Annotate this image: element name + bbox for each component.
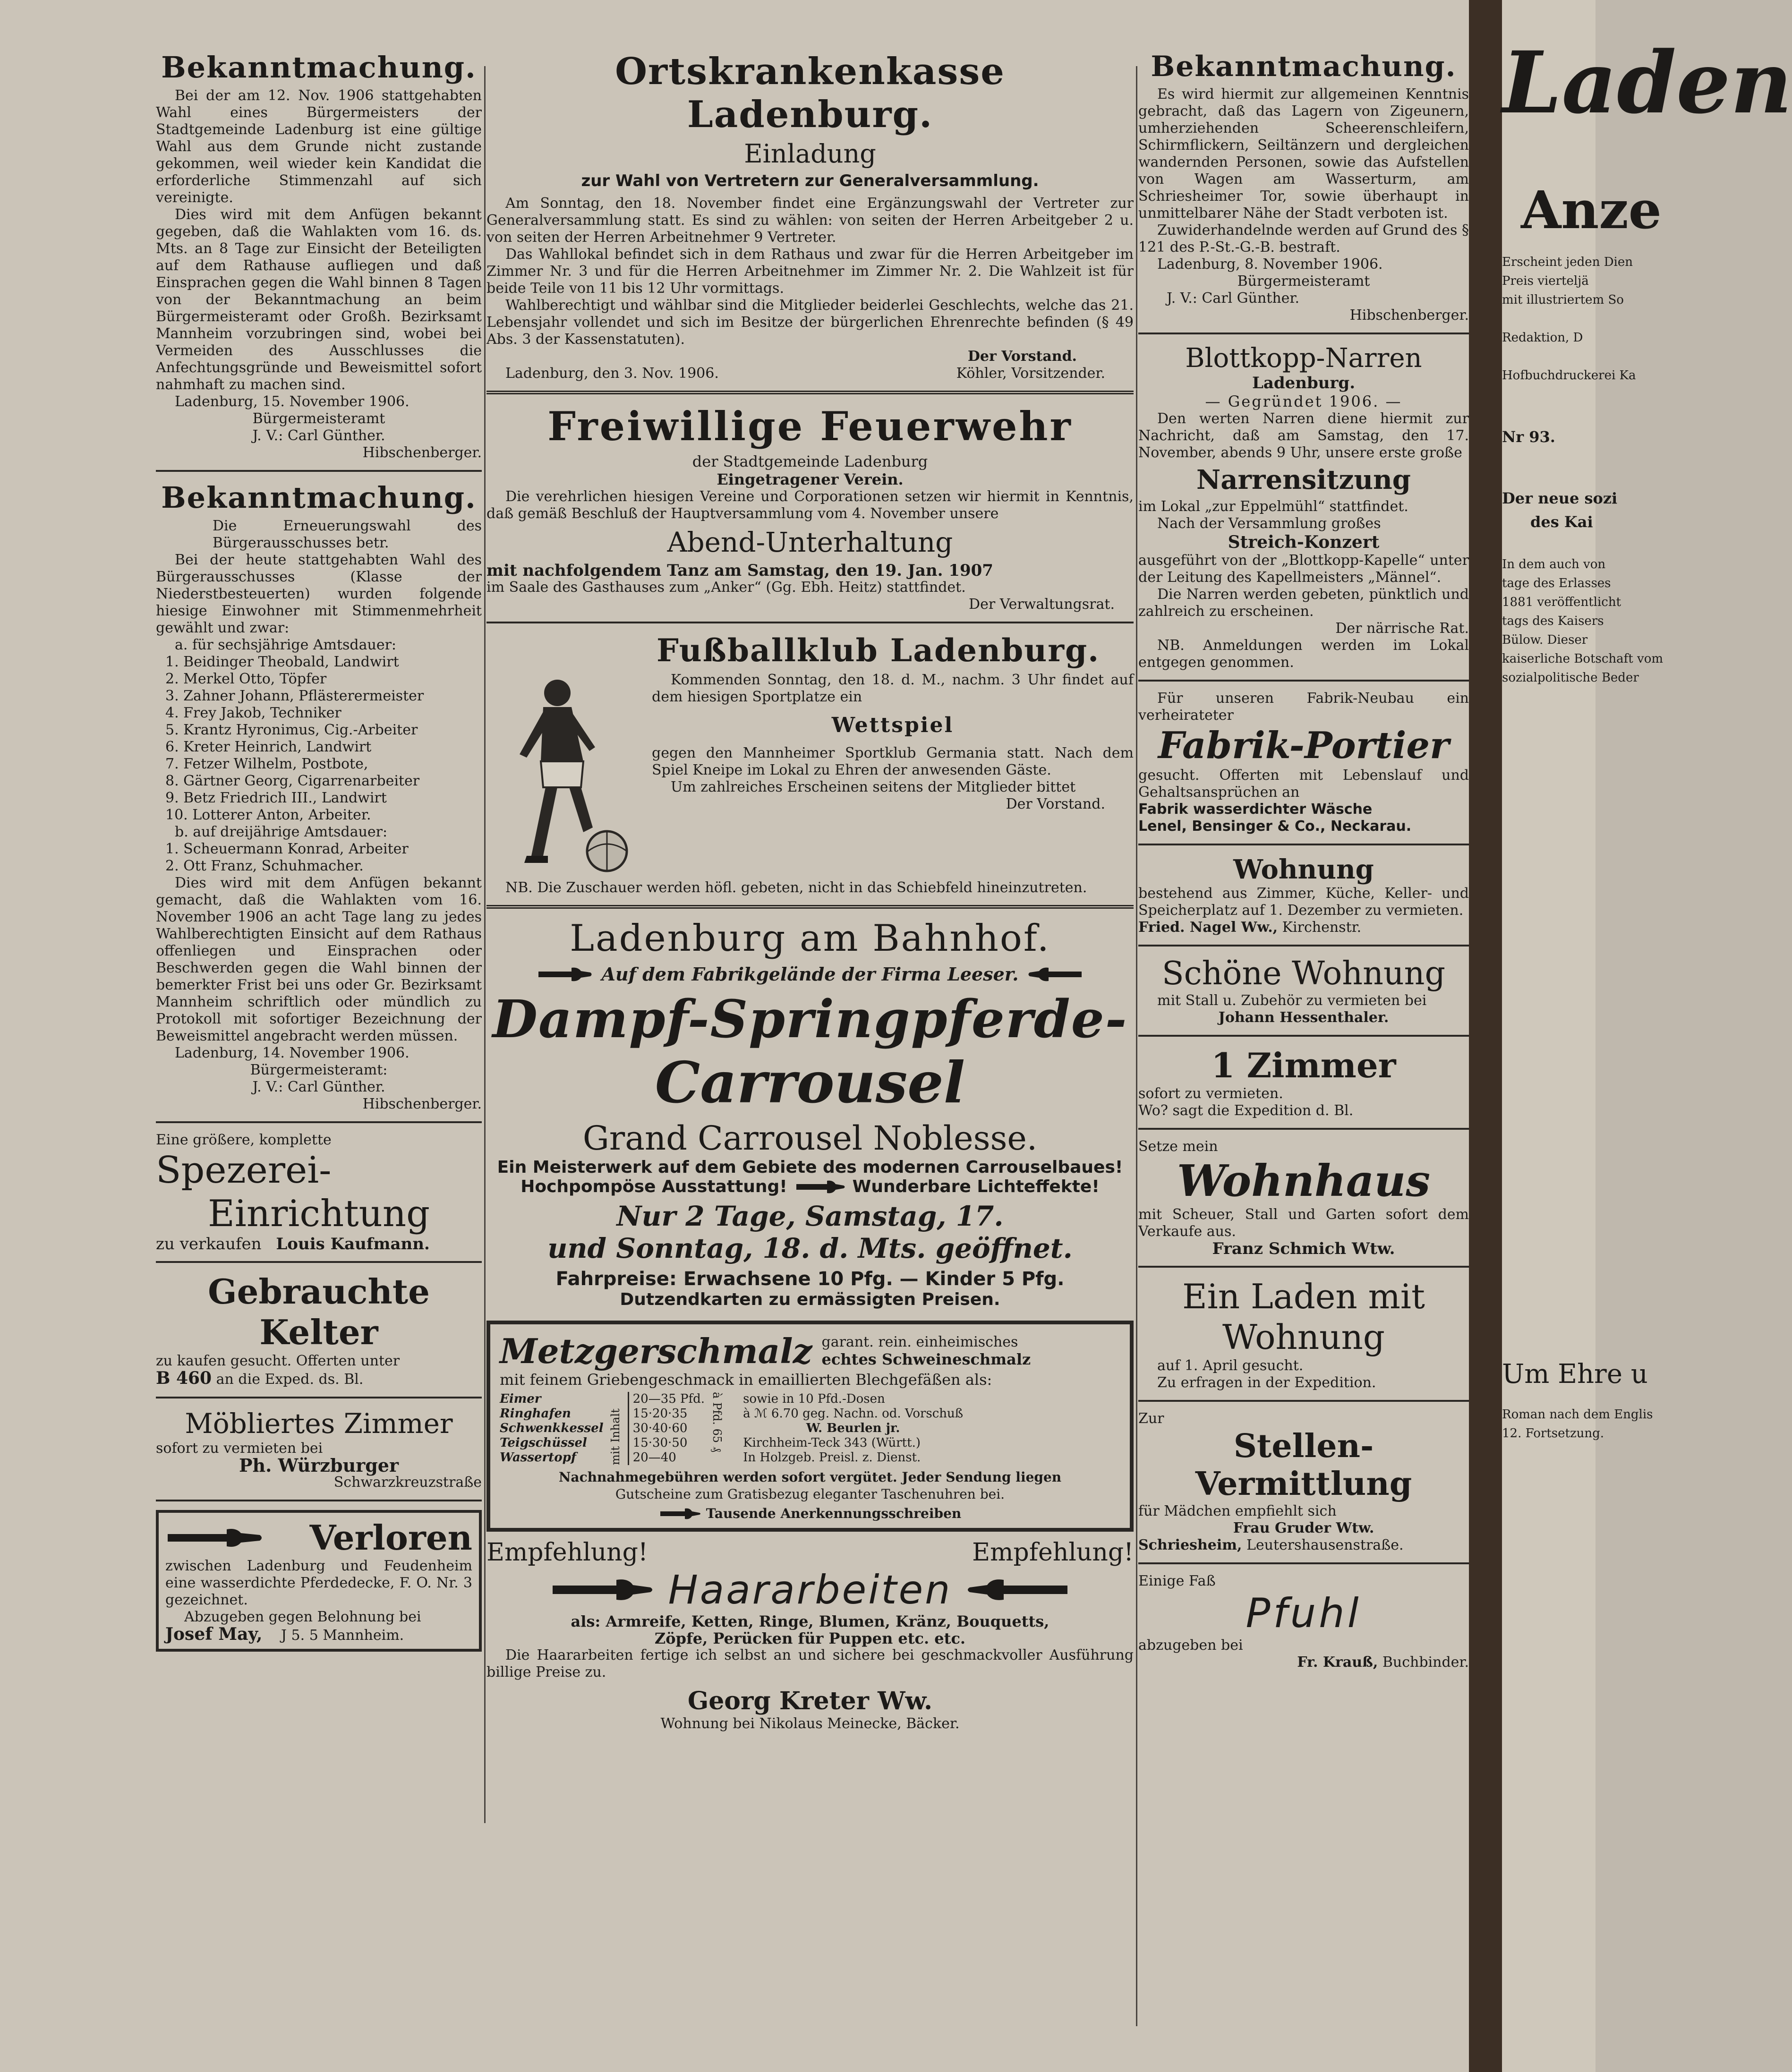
- ad-1-zimmer: [1138, 1045, 1469, 1119]
- notice-office: Bürgermeisteramt: [252, 410, 385, 427]
- price-table: [500, 1392, 1120, 1465]
- notice-subheading: a. für sechsjährige Amtsdauer:: [175, 637, 397, 653]
- ad-title: Möbliertes Zimmer: [185, 1407, 453, 1440]
- pointing-hand-icon: [536, 965, 593, 984]
- list-item: Schwenkkessel: [500, 1421, 604, 1435]
- ad-portier: [1138, 690, 1469, 835]
- ad-date: Ladenburg, den 3. Nov. 1906.: [505, 365, 719, 382]
- notice-date: Ladenburg, 8. November 1906.: [1157, 256, 1383, 273]
- ad-title: Blottkopp-Narren: [1185, 343, 1422, 374]
- ad-subtitle: Eingetragener Verein.: [717, 470, 904, 488]
- ad-title: Fabrik-Portier: [1158, 724, 1450, 767]
- ad-body: Kommenden Sonntag, den 18. d. M., nachm. 3 Uhr findet auf dem hiesigen Sportplatze ein: [652, 672, 1134, 705]
- notice-subheading: b. auf dreijährige Amtsdauer:: [175, 824, 388, 840]
- book-binding: [1469, 0, 1502, 2072]
- range-list: [628, 1392, 705, 1465]
- list-item: 20—35 Pfd.: [632, 1392, 705, 1406]
- column-rule-1: [484, 66, 486, 1823]
- ad-wohnung: [1138, 854, 1469, 936]
- ad-body: bestehend aus Zimmer, Küche, Keller- und Speicherplatz auf 1. Dezember zu vermieten.: [1138, 885, 1469, 919]
- ad-emphasis: Empfehlung!: [486, 1538, 648, 1567]
- ad-subtitle: — Gegründet 1906. —: [1205, 392, 1402, 410]
- list-item: 5. Krantz Hyronimus, Cig.-Arbeiter: [165, 722, 418, 738]
- notice-signer: J. V.: Carl Günther.: [1167, 290, 1300, 307]
- ad-sign-role: Der Vorstand.: [967, 348, 1077, 365]
- article-line: Bülow. Dieser: [1502, 633, 1588, 647]
- ad-wohnhaus: [1138, 1138, 1469, 1257]
- ad-right-line: W. Beurlen jr.: [806, 1421, 900, 1435]
- notice-subject: Die Erneuerungswahl des Bürgerausschusses betr.: [213, 518, 482, 551]
- notice-body: Dies wird mit dem Anfügen bekannt gegeben, daß die Wahlakten vom 16. ds. Mts. an 8 Tage zur Einsicht der Beteiligten auf dem Rathause aufliegen und daß Einsprachen gegen die Wahl binnen 8 Tagen von der Bekanntmachung an beim Bürgermeisteramt oder Großh. Bezirksamt Mannheim vorzubringen sind, wobei bei Vermeiden des Ausschlusses die Anfechtungsgründe und Beweismittel sofort nahmhaft zu machen sind.: [156, 206, 482, 393]
- ad-title: Pfuhl: [1246, 1590, 1362, 1637]
- ad-spezerei: [156, 1132, 482, 1253]
- ad-tag: garant. rein. einheimisches: [821, 1334, 1018, 1350]
- ad-stellenvermittlung: [1138, 1410, 1469, 1554]
- article-title: Um Ehre u: [1502, 1359, 1648, 1390]
- ad-note: Gutscheine zum Gratisbezug eleganter Taschenuhren bei.: [615, 1486, 1005, 1502]
- ad-body: Den werten Narren diene hiermit zur Nachricht, daß am Samstag, den 17. November, abends 9 Uhr, unsere erste große: [1138, 410, 1469, 461]
- article-line: In dem auch von: [1502, 557, 1606, 571]
- ad-verloren: [156, 1510, 482, 1652]
- article-line: sozialpolitische Beder: [1502, 671, 1639, 685]
- divider: [1138, 1128, 1469, 1130]
- ad-name: Franz Schmich Wtw.: [1212, 1239, 1395, 1258]
- ad-subtitle: der Stadtgemeinde Ladenburg: [692, 452, 928, 470]
- divider: [1138, 1266, 1469, 1268]
- ad-job: Buchbinder.: [1382, 1654, 1469, 1671]
- ad-carrousel: [486, 917, 1134, 1309]
- ad-title: Stellen-: [1233, 1427, 1374, 1465]
- ad-event-line: mit nachfolgendem Tanz am Samstag, den 19. Jan. 1907: [486, 561, 993, 580]
- notice-body: Bei der heute stattgehabten Wahl des Bürgerausschusses (Klasse der Niederstbesteuerten) wurden folgende hiesige Einwohner mit Stimmenmehrheit gewählt und zwar:: [156, 552, 482, 636]
- masthead: Anze: [1521, 179, 1662, 240]
- masthead: Laden: [1502, 33, 1792, 133]
- article-line: 1881 veröffentlicht: [1502, 595, 1621, 609]
- ad-intro: Einige Faß: [1138, 1573, 1216, 1589]
- divider: [1138, 1400, 1469, 1402]
- list-item: 7. Fetzer Wilhelm, Postbote,: [165, 756, 368, 772]
- ad-name: Johann Hessenthaler.: [1218, 1009, 1389, 1026]
- ad-line: Wunderbare Lichteffekte!: [852, 1177, 1100, 1196]
- ad-laden: [1138, 1276, 1469, 1391]
- ad-body: Die Haararbeiten fertige ich selbst an und sichere bei geschmackvoller Ausführung billige Preise zu.: [486, 1647, 1134, 1680]
- ad-narren: [1138, 343, 1469, 671]
- ad-code: B 460: [156, 1368, 212, 1388]
- ad-street: Schwarzkreuzstraße: [333, 1474, 482, 1491]
- divider: [1138, 1562, 1469, 1564]
- divider: [156, 1121, 482, 1123]
- ad-name: Louis Kaufmann.: [276, 1235, 430, 1253]
- ad-sign: Der Vorstand.: [1006, 796, 1105, 812]
- notice-clerk: Hibschenberger.: [362, 444, 482, 461]
- ad-title: Carrousel: [655, 1049, 965, 1116]
- ad-note: NB. Die Zuschauer werden höfl. gebeten, nicht in das Schiebfeld hineinzutreten.: [505, 879, 1087, 896]
- ad-street: Kirchenstr.: [1282, 919, 1362, 936]
- issue-number: Nr 93.: [1502, 428, 1555, 446]
- ad-company: Fabrik wasserdichter Wäsche: [1138, 801, 1373, 818]
- list-item: 6. Kreter Heinrich, Landwirt: [165, 739, 372, 755]
- notice-body: Dies wird mit dem Anfügen bekannt gemacht, daß die Wahlakten vom 16. November 1906 an acht Tage lang zu jedes Wahlberechtigten Einsicht auf dem Rathaus offenliegen und Einsprachen oder Beschwerden gegen die Wahl binnen der bemerkter Frist bei uns oder Gr. Bezirksamt Mannheim schriftlich oder mündlich zu Protokoll mit sofortiger Bezeichnung der Beweismittel angebracht werden müssen.: [156, 875, 482, 1044]
- ad-subtitle: Ladenburg.: [1252, 374, 1356, 392]
- ad-signer: Köhler, Vorsitzender.: [956, 365, 1105, 382]
- masthead-line: Preis vierteljä: [1502, 274, 1589, 288]
- article-title: des Kai: [1530, 513, 1593, 531]
- column-1: [156, 47, 482, 2015]
- ad-body: für Mädchen empfiehlt sich: [1138, 1503, 1337, 1519]
- ad-title: Metzgerschmalz: [500, 1331, 812, 1371]
- ad-pfuhl: [1138, 1573, 1469, 1671]
- ad-metzgerschmalz: [486, 1321, 1134, 1532]
- ad-intro: Eine größere, komplette: [156, 1132, 332, 1148]
- notice-title: Bekanntmachung.: [161, 480, 477, 515]
- ad-body: zwischen Ladenburg und Feudenheim eine wasserdichte Pferdedecke, F. O. Nr. 3 gezeichnet.: [165, 1558, 472, 1608]
- ad-line: als: Armreife, Ketten, Ringe, Blumen, Kränz, Bouquetts,: [571, 1612, 1050, 1630]
- list-item: 1. Scheuermann Konrad, Arbeiter: [165, 841, 409, 857]
- ad-body: zu kaufen gesucht. Offerten unter: [156, 1353, 400, 1369]
- masthead-line: Hofbuchdruckerei Ka: [1502, 368, 1636, 383]
- notice-signer: J. V.: Carl Günther.: [252, 1079, 385, 1095]
- notice-buergerausschuss: [156, 480, 482, 1113]
- ad-body: Das Wahllokal befindet sich in dem Rathaus und zwar für die Herren Arbeitgeber im Zimmer Nr. 3 und für die Herren Arbeitnehmer im Zimmer Nr. 2. Die Wahlzeit ist für beide Teile von 11 bis 12 Uhr vormittags.: [486, 246, 1134, 297]
- article-line: kaiserliche Botschaft vom: [1502, 652, 1664, 666]
- list-item: Eimer: [500, 1392, 541, 1406]
- ad-intro: Setze mein: [1138, 1138, 1218, 1155]
- ad-name: Fr. Krauß,: [1297, 1654, 1378, 1671]
- notice-title: Bekanntmachung.: [1151, 50, 1457, 83]
- ad-tag: echtes Schweineschmalz: [821, 1350, 1031, 1368]
- ad-subtitle: Einladung: [744, 139, 876, 169]
- ad-body: Nach der Versammlung großes: [1157, 515, 1381, 532]
- ad-body: Um zahlreiches Erscheinen seitens der Mitglieder bittet: [671, 779, 1076, 795]
- list-item: 2. Merkel Otto, Töpfer: [165, 671, 327, 687]
- column-rule-2: [1136, 66, 1137, 2026]
- ad-intro: Für unseren Fabrik-Neubau ein verheirateter: [1138, 690, 1469, 724]
- ad-emphasis: Empfehlung!: [972, 1538, 1134, 1567]
- divider: [486, 391, 1134, 394]
- divider: [156, 1261, 482, 1263]
- ad-right-line: sowie in 10 Pfd.-Dosen: [743, 1392, 885, 1406]
- ad-event: Abend-Unterhaltung: [667, 526, 953, 558]
- divider: [1138, 945, 1469, 946]
- elected-list-b: [156, 841, 482, 875]
- ad-address: Leutershausenstraße.: [1246, 1537, 1404, 1553]
- ad-body: auf 1. April gesucht.: [1157, 1357, 1304, 1374]
- divider: [156, 1500, 482, 1501]
- vertical-label: mit Inhalt: [608, 1408, 622, 1465]
- article-line: tags des Kaisers: [1502, 614, 1604, 628]
- ad-site: Auf dem Fabrikgelände der Firma Leeser.: [601, 964, 1019, 985]
- adjacent-page-edge: [1502, 0, 1792, 2072]
- pointing-hand-icon: [550, 1573, 654, 1606]
- divider: [1138, 1035, 1469, 1037]
- ad-body: Die Narren werden gebeten, pünktlich und zahlreich zu erscheinen.: [1138, 586, 1469, 620]
- list-item: 20—40: [632, 1450, 676, 1465]
- ad-body: abzugeben bei: [1138, 1637, 1243, 1654]
- ad-title: Einrichtung: [207, 1193, 430, 1235]
- ad-haararbeiten: [486, 1538, 1134, 1732]
- divider: [1138, 844, 1469, 845]
- ad-kelter: [156, 1271, 482, 1388]
- notice-lagern: [1138, 50, 1469, 324]
- ad-footer: Tausende Anerkennungsschreiben: [706, 1506, 962, 1521]
- ad-title: Ein Laden mit: [1182, 1277, 1425, 1316]
- pointing-hand-icon: [794, 1178, 846, 1195]
- divider: [486, 905, 1134, 909]
- notice-body: Zuwiderhandelnde werden auf Grund des § 121 des P.-St.-G.-B. bestraft.: [1138, 222, 1469, 256]
- ad-line: Hochpompöse Ausstattung!: [521, 1177, 787, 1196]
- ad-title: Ortskrankenkasse Ladenburg.: [615, 50, 1005, 136]
- list-item: Ringhafen: [500, 1407, 571, 1421]
- ad-body: mit Stall u. Zubehör zu vermieten bei: [1157, 992, 1427, 1009]
- pointing-hand-icon: [165, 1524, 265, 1552]
- list-item: 10. Lotterer Anton, Arbeiter.: [165, 807, 371, 823]
- ad-name: Ph. Würzburger: [239, 1455, 399, 1476]
- ad-right-line: à ℳ 6.70 geg. Nachn. od. Vorschuß: [743, 1407, 964, 1421]
- ad-name: Fried. Nagel Ww.,: [1138, 919, 1278, 936]
- ad-title: Schöne Wohnung: [1162, 955, 1445, 992]
- ad-title: Wohnung: [1233, 854, 1374, 885]
- football-player-illustration: [486, 672, 642, 879]
- list-item: 4. Frey Jakob, Techniker: [165, 705, 341, 721]
- ad-title: Gebrauchte Kelter: [208, 1271, 430, 1352]
- article-title: Der neue sozi: [1502, 489, 1618, 507]
- masthead-line: mit illustriertem So: [1502, 293, 1624, 307]
- ad-fussballklub: [486, 632, 1134, 896]
- notice-election-mayor: [156, 50, 482, 461]
- divider: [156, 470, 482, 472]
- ad-body: gegen den Mannheimer Sportklub Germania statt. Nach dem Spiel Kneipe im Lokal zu Ehren der anwesenden Gäste.: [652, 745, 1134, 778]
- ad-body: sofort zu vermieten bei: [156, 1440, 323, 1457]
- ad-body: Abzugeben gegen Belohnung bei: [184, 1609, 421, 1625]
- ad-address: Schriesheim,: [1138, 1537, 1242, 1553]
- notice-title: Bekanntmachung.: [161, 50, 477, 85]
- ad-body: Die verehrlichen hiesigen Vereine und Corporationen setzen wir hiermit in Kenntnis, daß gemäß Beschluß der Hauptversammlung vom 4. November unsere: [486, 488, 1134, 522]
- ad-event: Wettspiel: [831, 713, 954, 737]
- item-list: [500, 1392, 604, 1465]
- ad-body: Am Sonntag, den 18. November findet eine Ergänzungswahl der Vertreter zur Generalversammlung statt. Es sind zu wählen: von seiten der Herren Arbeitgeber 2 u. von seiten der Herren Arbeitnehmer 9 Vertreter.: [486, 195, 1134, 246]
- ad-body: zu verkaufen: [156, 1235, 262, 1253]
- ad-body: ausgeführt von der „Blottkopp-Kapelle“ unter der Leitung des Kapellmeisters „Männel“.: [1138, 552, 1469, 586]
- ad-title: Spezerei-: [156, 1149, 332, 1192]
- ad-event: Narrensitzung: [1196, 464, 1411, 495]
- ad-prices: Fahrpreise: Erwachsene 10 Pfg. — Kinder 5 Pfg.: [555, 1268, 1065, 1290]
- list-item: 3. Zahner Johann, Pflästerermeister: [165, 688, 424, 704]
- ad-body: im Saale des Gasthauses zum „Anker“ (Gg. Ebh. Heitz) stattfindet.: [486, 579, 966, 596]
- ad-days: Nur 2 Tage, Samstag, 17.: [616, 1200, 1004, 1232]
- list-item: Wassertopf: [500, 1450, 577, 1465]
- ad-body: an die Exped. ds. Bl.: [216, 1371, 364, 1388]
- notice-body: Bei der am 12. Nov. 1906 stattgehabten Wahl eines Bürgermeisters der Stadtgemeinde Ladenburg ist eine gültige Wahl aus dem Grunde nicht zustande gekommen, weil wieder kein Kandidat die erforderliche Stimmenzahl auf sich vereinigte.: [156, 87, 482, 206]
- ad-title: Fußballklub Ladenburg.: [657, 632, 1100, 669]
- notice-date: Ladenburg, 15. November 1906.: [175, 393, 410, 410]
- notice-clerk: Hibschenberger.: [1349, 307, 1469, 324]
- ad-name: Georg Kreter Ww.: [687, 1687, 933, 1715]
- divider: [1138, 680, 1469, 682]
- pointing-hand-icon: [659, 1507, 701, 1521]
- notice-clerk: Hibschenberger.: [362, 1096, 482, 1112]
- ad-address: Wohnung bei Nikolaus Meinecke, Bäcker.: [660, 1715, 960, 1732]
- list-item: 2. Ott Franz, Schuhmacher.: [165, 858, 364, 874]
- ad-title: Haararbeiten: [668, 1567, 952, 1613]
- pointing-hand-icon: [1027, 965, 1084, 984]
- ad-feuerwehr: [486, 403, 1134, 613]
- column-3: [1138, 47, 1469, 2015]
- elected-list-a: [156, 654, 482, 824]
- ad-right-line: In Holzgeb. Preisl. z. Dienst.: [743, 1450, 921, 1465]
- ad-body: mit Scheuer, Stall und Garten sofort dem Verkaufe aus.: [1138, 1206, 1469, 1240]
- ad-note: NB. Anmeldungen werden im Lokal entgegen genommen.: [1138, 637, 1469, 671]
- ad-name: Josef May,: [165, 1624, 263, 1644]
- ad-zimmer: [156, 1407, 482, 1491]
- ad-body: mit feinem Griebengeschmack in emaillierten Blechgefäßen als:: [500, 1371, 992, 1389]
- ad-title: Vermittlung: [1195, 1465, 1412, 1503]
- ad-title: Verloren: [309, 1518, 472, 1558]
- list-item: 8. Gärtner Georg, Cigarrenarbeiter: [165, 773, 420, 789]
- notice-body: Es wird hiermit zur allgemeinen Kenntnis gebracht, daß das Lagern von Zigeunern, umherziehenden Scheerenschleifern, Schirmflickern, Seiltänzern und dergleichen wandernden Personen, sowie das Aufstellen von Wagen am Wasserturm, am Schriesheimer Tor, sowie überhaupt in unmittelbarer Nähe der Stadt verboten ist.: [1138, 86, 1469, 222]
- ad-body: Zu erfragen in der Expedition.: [1157, 1374, 1376, 1391]
- pointing-hand-icon: [966, 1573, 1070, 1606]
- ad-title: Dampf-Springpferde-: [492, 989, 1128, 1049]
- ad-line: Ein Meisterwerk auf dem Gebiete des modernen Carrouselbaues!: [497, 1158, 1123, 1177]
- ad-right-line: Kirchheim-Teck 343 (Württ.): [743, 1436, 921, 1450]
- notice-date: Ladenburg, 14. November 1906.: [175, 1045, 410, 1061]
- divider: [156, 1397, 482, 1398]
- article-line: Roman nach dem Englis: [1502, 1407, 1653, 1422]
- ad-body: sofort zu vermieten.: [1138, 1085, 1283, 1102]
- ad-days: und Sonntag, 18. d. Mts. geöffnet.: [547, 1232, 1073, 1264]
- ad-intro: Zur: [1138, 1410, 1164, 1427]
- article-line: tage des Erlasses: [1502, 576, 1611, 590]
- vertical-label: à Pfd. 65 ₰: [710, 1392, 724, 1452]
- ad-sign: Der Verwaltungsrat.: [969, 596, 1115, 613]
- ad-body: Wahlberechtigt und wählbar sind die Mitglieder beiderlei Geschlechts, welche das 21. Lebensjahr vollendet und sich im Besitze der bürgerlichen Ehrenrechte befinden (§ 49 Abs. 3 der Kassenstatuten).: [486, 297, 1134, 348]
- notice-office: Bürgermeisteramt:: [250, 1062, 388, 1078]
- masthead-line: Erscheint jeden Dien: [1502, 255, 1633, 269]
- ad-body: gesucht. Offerten mit Lebenslauf und Gehaltsansprüchen an: [1138, 767, 1469, 801]
- masthead-line: Redaktion, D: [1502, 331, 1583, 345]
- list-item: Teigschüssel: [500, 1436, 587, 1450]
- article-line: 12. Fortsetzung.: [1502, 1426, 1604, 1441]
- ad-schoene-wohnung: [1138, 955, 1469, 1026]
- divider: [486, 622, 1134, 623]
- list-item: 15·20·35: [632, 1407, 688, 1421]
- ad-note: Nachnahmegebühren werden sofort vergütet. Jeder Sendung liegen: [558, 1469, 1062, 1485]
- ad-subtitle: zur Wahl von Vertretern zur Generalversammlung.: [581, 171, 1039, 190]
- ad-body: Wo? sagt die Expedition d. Bl.: [1138, 1102, 1354, 1119]
- list-item: 15·30·50: [632, 1436, 688, 1450]
- ad-body: im Lokal „zur Eppelmühl“ stattfindet.: [1138, 498, 1408, 515]
- list-item: 9. Betz Friedrich III., Landwirt: [165, 790, 387, 806]
- ad-sign: Der närrische Rat.: [1335, 620, 1469, 637]
- ad-line: Zöpfe, Perücken für Puppen etc. etc.: [654, 1629, 966, 1647]
- ad-company: Lenel, Bensinger & Co., Neckarau.: [1138, 818, 1412, 835]
- ad-title: Wohnhaus: [1177, 1155, 1431, 1206]
- list-item: 1. Beidinger Theobald, Landwirt: [165, 654, 399, 670]
- ad-name: Grand Carrousel Noblesse.: [582, 1119, 1038, 1158]
- ad-place: Ladenburg am Bahnhof.: [570, 917, 1050, 960]
- ad-title: Freiwillige Feuerwehr: [547, 403, 1073, 450]
- ad-title: 1 Zimmer: [1211, 1045, 1396, 1085]
- ad-address: J 5. 5 Mannheim.: [281, 1627, 404, 1644]
- ad-title: Wohnung: [1222, 1317, 1385, 1357]
- divider: [1138, 333, 1469, 334]
- column-2: [486, 47, 1134, 2015]
- ad-event: Streich-Konzert: [1228, 532, 1380, 552]
- ad-ortskrankenkasse: [486, 50, 1134, 382]
- notice-signer: J. V.: Carl Günther.: [252, 427, 385, 444]
- list-item: 30·40·60: [632, 1421, 688, 1435]
- ad-prices: Dutzendkarten zu ermässigten Preisen.: [620, 1290, 1000, 1309]
- notice-office: Bürgermeisteramt: [1237, 273, 1370, 290]
- ad-name: Frau Gruder Wtw.: [1233, 1520, 1374, 1536]
